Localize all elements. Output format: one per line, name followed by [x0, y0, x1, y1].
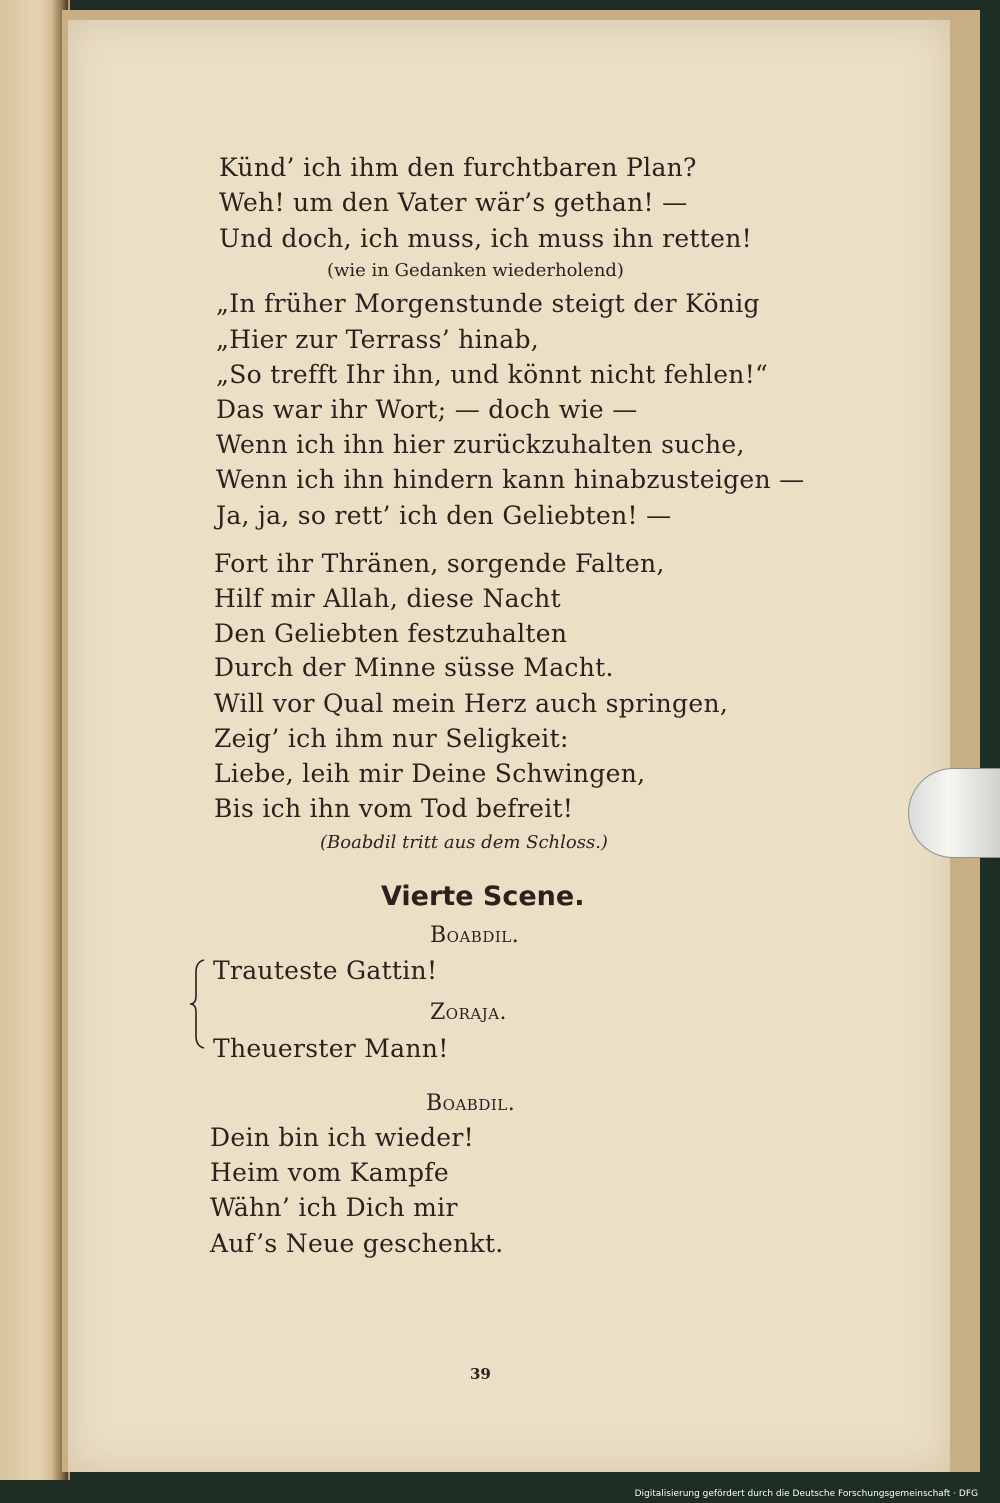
- verse-line: Künd’ ich ihm den furchtbaren Plan?: [219, 153, 697, 182]
- dialogue-line: Auf’s Neue geschenkt.: [210, 1229, 504, 1258]
- brace-icon: [188, 958, 208, 1050]
- verse-line: „Hier zur Terrass’ hinab,: [216, 325, 540, 354]
- footer-credit: Digitalisierung gefördert durch die Deutsche Forschungsgemeinschaft · DFG: [634, 1489, 978, 1499]
- dialogue-line: Wähn’ ich Dich mir: [210, 1193, 458, 1222]
- verse-line: Durch der Minne süsse Macht.: [214, 653, 614, 682]
- verse-line: Und doch, ich muss, ich muss ihn retten!: [219, 224, 752, 253]
- verse-line: Wenn ich ihn hier zurückzuhalten suche,: [216, 430, 745, 459]
- stage-direction: (Boabdil tritt aus dem Schloss.): [320, 832, 608, 853]
- speaker-name: Boabdil.: [430, 923, 520, 948]
- dialogue-line: Heim vom Kampfe: [210, 1158, 449, 1187]
- verse-line: Hilf mir Allah, diese Nacht: [214, 584, 561, 613]
- verse-line: „In früher Morgenstunde steigt der König: [216, 289, 760, 318]
- page-clip: [908, 768, 1000, 858]
- verse-line: „So trefft Ihr ihn, und könnt nicht fehlen!“: [216, 360, 769, 389]
- verse-line: Liebe, leih mir Deine Schwingen,: [214, 759, 646, 788]
- stage-direction: (wie in Gedanken wiederholend): [327, 260, 624, 281]
- verse-line: Zeig’ ich ihm nur Seligkeit:: [214, 724, 569, 753]
- verse-line: Will vor Qual mein Herz auch springen,: [214, 689, 729, 718]
- verse-line: Ja, ja, so rett’ ich den Geliebten! —: [216, 501, 672, 530]
- verse-line: Den Geliebten festzuhalten: [214, 619, 568, 648]
- page-number: 39: [470, 1365, 491, 1383]
- verse-line: Weh! um den Vater wär’s gethan! —: [219, 188, 688, 217]
- verse-line: Bis ich ihn vom Tod befreit!: [214, 794, 574, 823]
- speaker-name: Boabdil.: [426, 1091, 516, 1116]
- dialogue-line: Trauteste Gattin!: [213, 956, 438, 985]
- verse-line: Das war ihr Wort; — doch wie —: [216, 395, 638, 424]
- verse-line: Fort ihr Thränen, sorgende Falten,: [214, 549, 665, 578]
- scene-heading: Vierte Scene.: [381, 881, 585, 912]
- verse-line: Wenn ich ihn hindern kann hinabzusteigen —: [216, 465, 805, 494]
- dialogue-line: Dein bin ich wieder!: [210, 1123, 474, 1152]
- dialogue-line: Theuerster Mann!: [213, 1034, 449, 1063]
- speaker-name: Zoraja.: [430, 1000, 508, 1025]
